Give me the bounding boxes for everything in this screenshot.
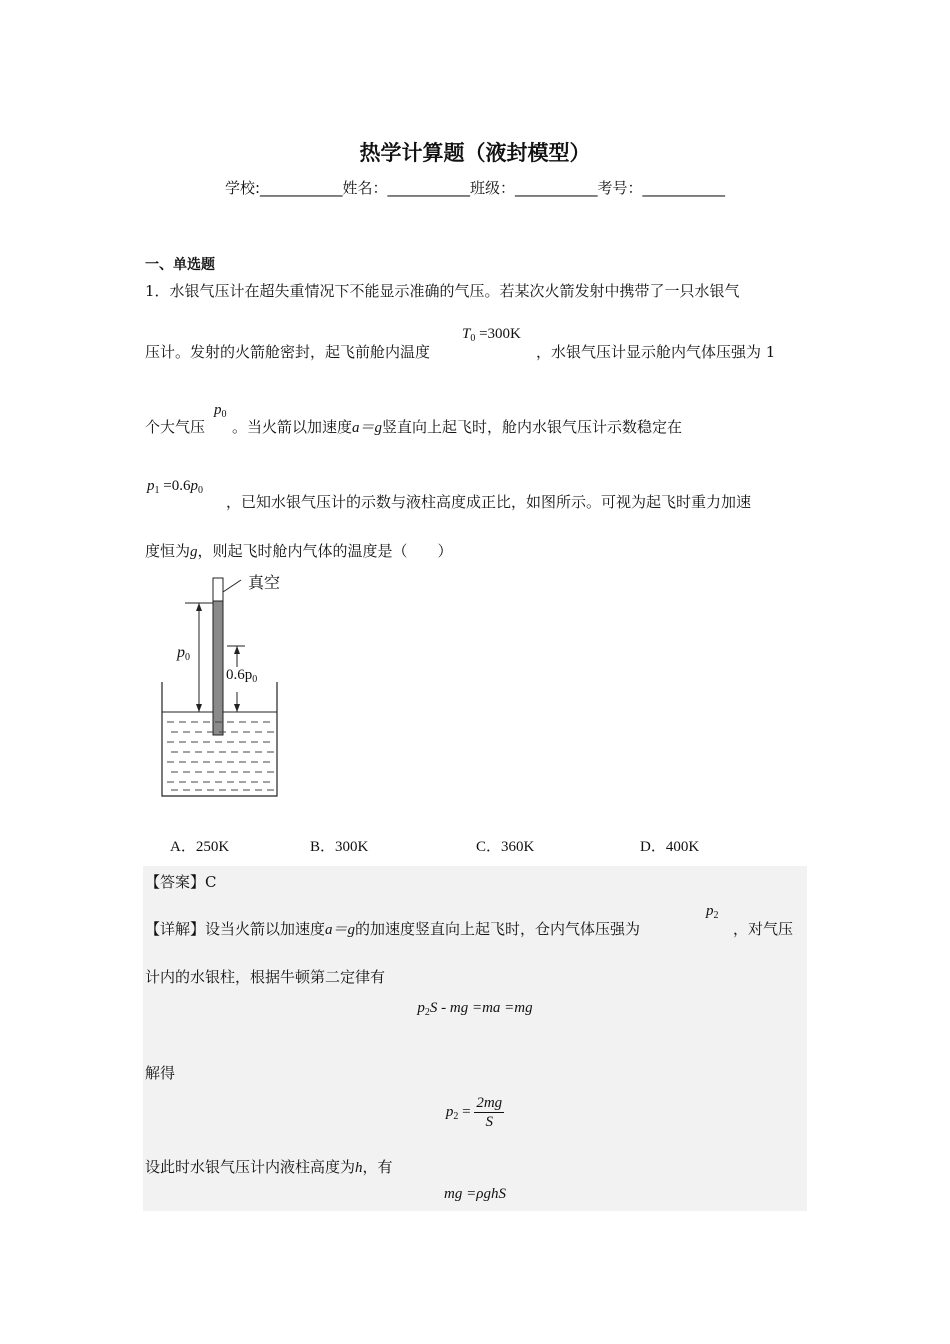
question-line-3-mid: 。当火箭以加速度a＝g竖直向上起飞时，舱内水银气压计示数稳定在 [232,418,683,436]
p06-arrow-down [234,704,240,712]
student-info-line: 学校:___________姓名：___________班级：___________考号：___________ [224,179,726,197]
tube-mercury [213,601,223,735]
p2-symbol: $p_2$ [706,903,719,921]
option-a: A．250K [170,839,230,855]
detail-line-2: 计内的水银柱，根据牛顿第二定律有 [145,968,386,986]
question-line-1: 1．水银气压计在超失重情况下不能显示准确的气压。若某次火箭发射中携带了一只水银气 [145,282,740,300]
tube-vacuum [213,578,223,601]
height-line: 设此时水银气压计内液柱高度为h，有 [145,1158,393,1176]
question-line-5: 度恒为g，则起飞时舱内气体的温度是（ ） [145,542,453,560]
fraction-2mg-over-s: $\frac{2mg}{S}$ [476,1095,503,1130]
p06-arrow-up [234,646,240,654]
question-line-2-tail: ，水银气压计显示舱内气体压强为 1 [536,343,776,361]
question-line-4: ，已知水银气压计的示数与液柱高度成正比，如图所示。可视为起飞时重力加速 [226,493,752,511]
option-b: B．300K [310,839,369,855]
option-c: C．360K [476,839,535,855]
detail-line-1-tail: ，对气压 [733,920,794,938]
p0-arrow-down [196,704,202,712]
question-line-2: 压计。发射的火箭舱密封，起飞前舱内温度 [145,343,431,361]
p06-label: $0.6p_0$ [226,667,258,685]
detail-line-1: 【详解】设当火箭以加速度a＝g的加速度竖直向上起飞时，仓内气体压强为 [145,920,641,938]
solve-label: 解得 [145,1064,176,1082]
temperature-formula: $T_0 =300K$ [462,326,521,344]
p0-arrow-up [196,603,202,611]
equation-newton: $p_2S$ - mg =ma =mg [417,1000,533,1018]
page-title: 热学计算题（液封模型） [359,141,591,165]
barometer-figure [155,570,295,800]
option-d: D．400K [640,839,700,855]
question-line-3: 个大气压 [145,418,206,436]
vacuum-leader [223,580,241,592]
section-title: 一、单选题 [145,257,215,273]
answer-line: 【答案】C [145,873,217,891]
p0-symbol: $p_0$ [214,402,227,420]
equation-p2: $p_2$ = $\frac{2mg}{S}$ [445,1095,503,1130]
equation-mg: mg =ρghS [444,1186,506,1202]
liquid-hatching [167,722,275,790]
p1-formula: $p_1 =0.6p_0$ [147,478,203,496]
p0-label: $p_0$ [177,644,190,663]
vacuum-label: 真空 [248,573,281,592]
